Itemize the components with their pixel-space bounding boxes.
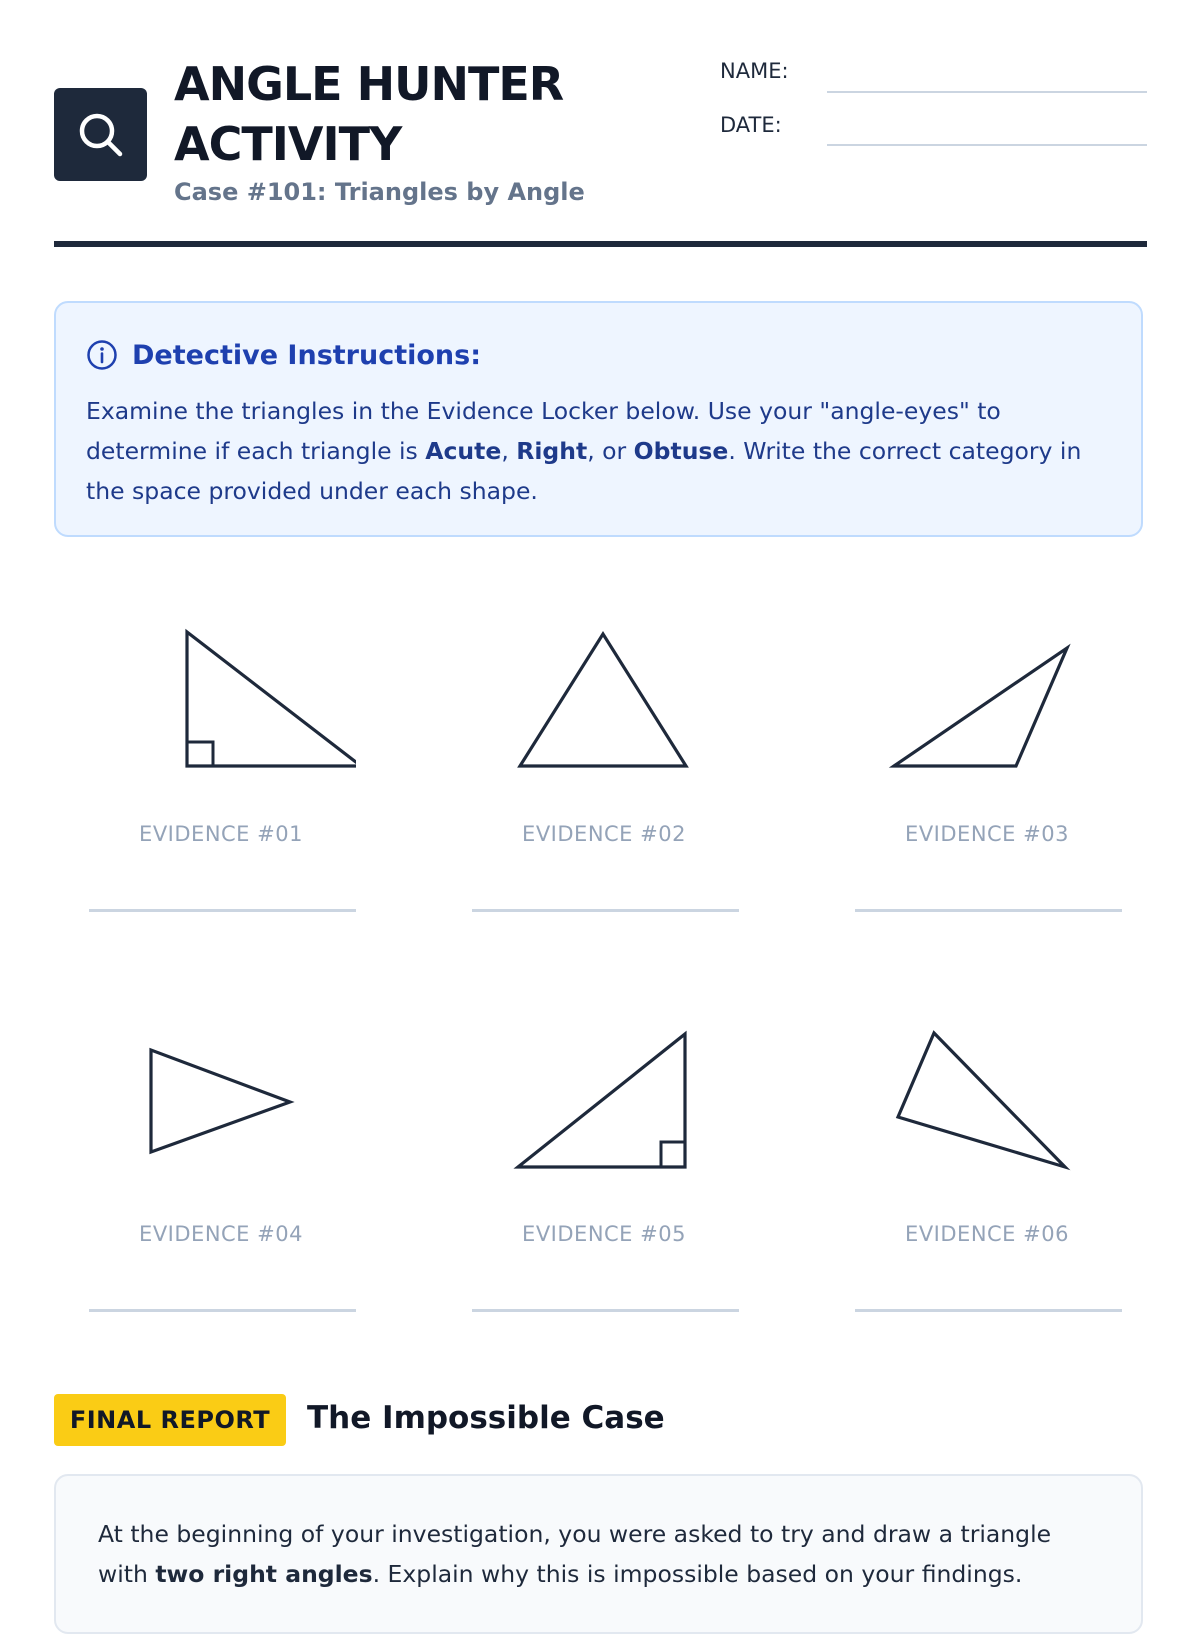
- answer-line[interactable]: [89, 909, 356, 912]
- term-obtuse: Obtuse: [633, 437, 729, 465]
- answer-line[interactable]: [89, 1309, 356, 1312]
- evidence-card-01: [86, 626, 356, 936]
- evidence-label: EVIDENCE #01: [139, 822, 303, 846]
- final-report-badge: FINAL REPORT: [54, 1394, 286, 1446]
- report-text-part: . Explain why this is impossible based on your findings.: [372, 1560, 1023, 1588]
- final-report-panel: [54, 1474, 1143, 1634]
- instructions-text-part: Examine the triangles in the Evidence Locker below. Use your "angle-eyes" to determine if each triangle is: [86, 397, 1001, 465]
- name-field[interactable]: [827, 91, 1147, 93]
- answer-line[interactable]: [855, 1309, 1122, 1312]
- report-text-part: At the beginning of your investigation, you were asked to try and draw a triangle with: [98, 1520, 1052, 1588]
- evidence-label: EVIDENCE #04: [139, 1222, 303, 1246]
- answer-line[interactable]: [472, 909, 739, 912]
- evidence-label: EVIDENCE #05: [522, 1222, 686, 1246]
- term-acute: Acute: [425, 437, 502, 465]
- instructions-text-part: . Write the correct category in the space provided under each shape.: [86, 437, 1082, 505]
- case-subtitle: Case #101: Triangles by Angle: [174, 178, 585, 206]
- evidence-label: EVIDENCE #02: [522, 822, 686, 846]
- acute-triangle-shape: [86, 1026, 356, 1186]
- evidence-card-05: [469, 1026, 739, 1336]
- answer-line[interactable]: [855, 909, 1122, 912]
- right-triangle-shape: [469, 1026, 739, 1186]
- date-field[interactable]: [827, 144, 1147, 146]
- name-label: NAME:: [720, 59, 789, 83]
- evidence-card-04: [86, 1026, 356, 1336]
- report-emphasis: two right angles: [155, 1560, 373, 1588]
- instructions-separator: ,: [501, 437, 517, 465]
- instructions-separator: , or: [587, 437, 634, 465]
- instructions-title: Detective Instructions:: [132, 339, 482, 371]
- evidence-card-06: [852, 1026, 1122, 1336]
- obtuse-triangle-shape: [852, 626, 1122, 786]
- final-report-text: [98, 1514, 1098, 1594]
- right-triangle-shape: [86, 626, 356, 786]
- instructions-panel: [54, 301, 1143, 537]
- date-label: DATE:: [720, 113, 782, 137]
- evidence-label: EVIDENCE #06: [905, 1222, 1069, 1246]
- final-report-title: The Impossible Case: [307, 1400, 665, 1436]
- answer-line[interactable]: [472, 1309, 739, 1312]
- obtuse-triangle-shape: [852, 1026, 1122, 1186]
- info-icon: [86, 339, 118, 371]
- evidence-label: EVIDENCE #03: [905, 822, 1069, 846]
- page-title: ANGLE HUNTER ACTIVITY: [174, 57, 564, 171]
- search-icon: [76, 110, 126, 160]
- instructions-header: [86, 339, 481, 371]
- worksheet-page: [54, 0, 1147, 1600]
- evidence-card-02: [469, 626, 739, 936]
- evidence-card-03: [852, 626, 1122, 936]
- header-divider: [54, 241, 1147, 247]
- term-right: Right: [516, 437, 588, 465]
- instructions-text: [86, 391, 1116, 511]
- logo-badge: [54, 88, 147, 181]
- acute-triangle-shape: [469, 626, 739, 786]
